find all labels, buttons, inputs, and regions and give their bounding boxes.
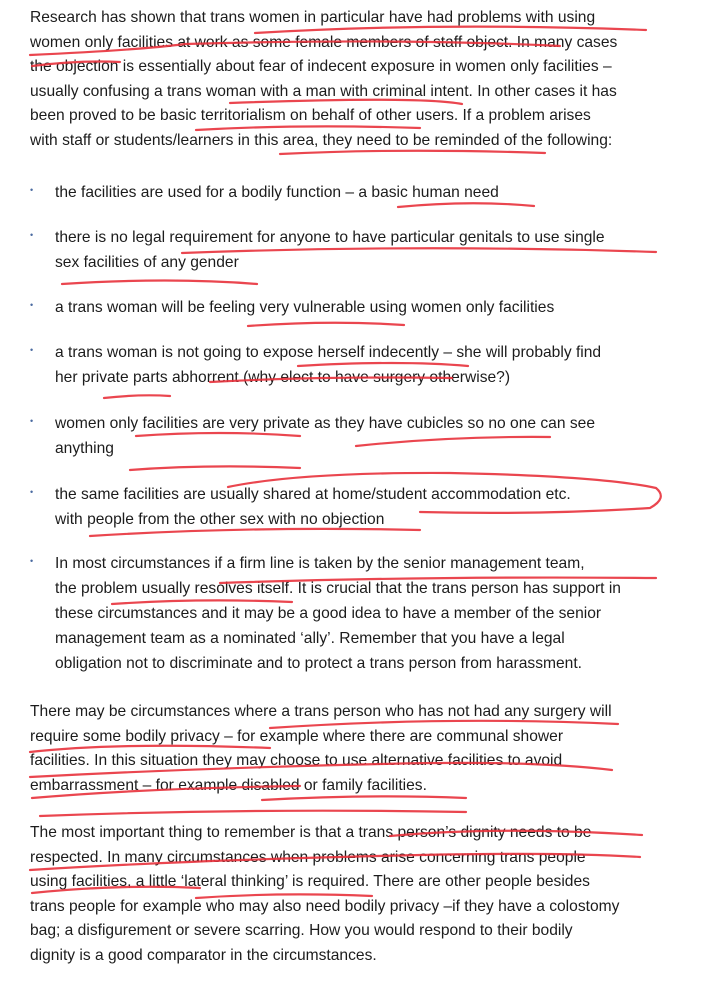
annotation-underline	[62, 281, 257, 285]
annotation-underline	[248, 323, 404, 326]
bullet-text: a trans woman is not going to expose herself indecently – she will probably find her private parts abhorrent (why elect to have surgery otherwise?)	[55, 344, 602, 386]
bullet-icon: •	[30, 185, 34, 195]
bullet-text: the facilities are used for a bodily function – a basic human need	[55, 184, 499, 201]
paragraph-bodily-privacy: There may be circumstances where a trans person who has not had any surgery will require some bodily privacy – for example where there are communal shower facilities. In this situation they may choose to use alternative facilities to avoid embarrassment – for example disabled or family facilities.	[30, 703, 612, 794]
bullet-icon: •	[30, 556, 34, 566]
bullet-text: women only facilities are very private as they have cubicles so no one can see anything	[55, 415, 596, 457]
bullet-text: In most circumstances if a firm line is taken by the senior management team, the problem usually resolves itself. It is crucial that the trans person has support in these circumstances and it may be a good idea to have a member of the senior management team as a nominated ‘ally’. Remember that you have a legal obligation not to discriminate and to protect a trans person from harassment.	[55, 555, 621, 672]
annotation-underline	[130, 466, 300, 470]
paragraph-dignity: The most important thing to remember is that a trans person’s dignity needs to be respected. In many circumstances when problems arise concerning trans people using facilities, a little ‘lateral thinking’ is required. There are other people besides trans people for example who may also need bodily privacy –if they have a colostomy bag; a disfigurement or severe scarring. How you would respond to their bodily dignity is a good comparator in the circumstances.	[30, 824, 620, 964]
intro-paragraph: Research has shown that trans women in particular have had problems with using women only facilities at work as some female members of staff object. In many cases the objection is essentially about fear of indecent exposure in women only facilities – usually confusing a trans woman with a man with criminal intent. In other cases it has been proved to be basic territorialism on behalf of other users. If a problem arises with staff or students/learners in this area, they need to be reminded of the following:	[30, 9, 618, 149]
annotation-underline	[40, 811, 466, 816]
bullet-text: a trans woman will be feeling very vulnerable using women only facilities	[55, 299, 555, 316]
bullet-icon: •	[30, 416, 34, 426]
bullet-text: there is no legal requirement for anyone to have particular genitals to use single sex facilities of any gender	[55, 229, 605, 271]
bullet-icon: •	[30, 300, 34, 310]
bullet-text: the same facilities are usually shared at home/student accommodation etc. with people from the other sex with no objection	[55, 486, 571, 528]
bullet-icon: •	[30, 487, 34, 497]
bullet-icon: •	[30, 230, 34, 240]
annotation-underline	[104, 395, 170, 398]
bullet-icon: •	[30, 345, 34, 355]
